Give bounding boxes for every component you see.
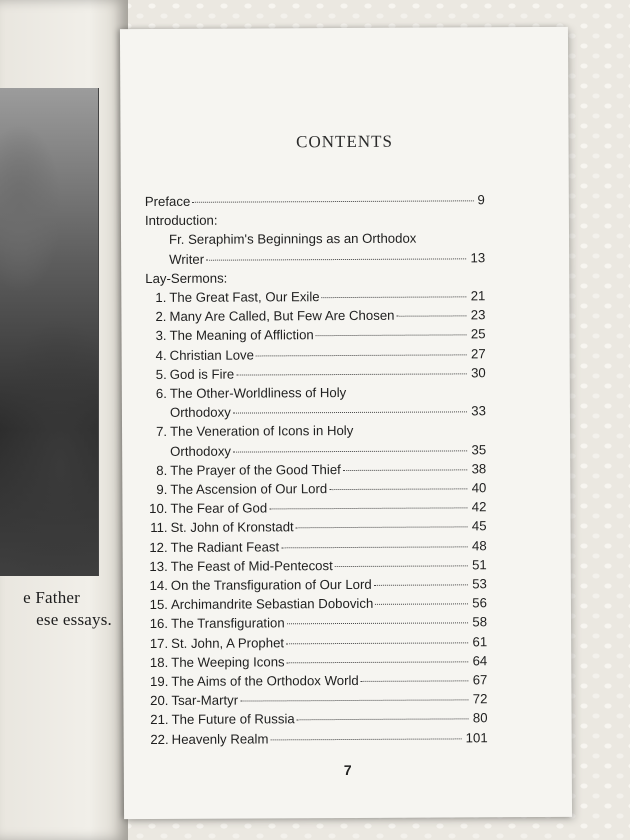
toc-entry-title: Lay-Sermons: bbox=[145, 270, 228, 286]
dot-leader bbox=[329, 487, 467, 490]
toc-entry-title: Introduction: bbox=[144, 212, 218, 229]
toc-entry-title: The Ascension of Our Lord bbox=[170, 481, 328, 497]
toc-entry bbox=[146, 421, 486, 442]
toc-entry-title: The Veneration of Icons in Holy bbox=[170, 423, 354, 440]
toc-entry-number: 22. bbox=[150, 731, 169, 747]
toc-entry-page: 40 bbox=[471, 480, 487, 496]
dot-leader bbox=[335, 564, 468, 567]
toc-entry-page: 9 bbox=[477, 192, 485, 208]
toc-entry-title: Christian Love bbox=[169, 347, 254, 363]
toc-entry bbox=[147, 632, 487, 653]
dot-leader bbox=[240, 699, 469, 702]
dot-leader bbox=[287, 622, 469, 625]
toc-entry-title: The Fear of God bbox=[170, 500, 268, 517]
toc-entry-number: 10. bbox=[149, 501, 168, 517]
toc-entry bbox=[145, 248, 485, 269]
portrait-photo bbox=[0, 88, 99, 576]
toc-entry-title: St. John, A Prophet bbox=[171, 634, 285, 651]
dot-leader bbox=[296, 526, 468, 529]
toc-entry-number: 17. bbox=[149, 635, 169, 651]
dot-leader bbox=[281, 545, 468, 548]
toc-entry-title: The Other-Worldliness of Holy bbox=[169, 385, 347, 401]
toc-entry-page: 27 bbox=[470, 345, 486, 361]
toc-entry bbox=[145, 229, 485, 250]
dot-leader bbox=[286, 641, 468, 644]
toc-entry bbox=[146, 440, 486, 461]
toc-entry-number: 15. bbox=[149, 597, 168, 613]
toc-entry-title: The Radiant Feast bbox=[170, 539, 280, 555]
toc-entry bbox=[146, 517, 486, 538]
contents-heading: CONTENTS bbox=[296, 131, 393, 152]
toc-entry-page: 42 bbox=[471, 499, 487, 515]
toc-entry-number: 6. bbox=[155, 385, 167, 402]
toc-entry-page: 53 bbox=[472, 576, 487, 592]
toc-entry-number: 19. bbox=[149, 674, 169, 690]
toc-entry bbox=[146, 459, 486, 480]
toc-entry bbox=[146, 363, 486, 384]
dot-leader bbox=[343, 468, 468, 471]
toc-entry-page: 38 bbox=[471, 461, 487, 477]
dot-leader bbox=[206, 257, 466, 260]
dot-leader bbox=[322, 295, 467, 298]
dot-leader bbox=[374, 583, 468, 585]
toc-entry-page: 45 bbox=[471, 518, 487, 534]
toc-entry-title: The Future of Russia bbox=[171, 711, 295, 728]
toc-entry bbox=[146, 382, 486, 403]
toc-entry-page: 51 bbox=[472, 557, 487, 573]
toc-entry bbox=[145, 209, 485, 230]
toc-entry-page: 67 bbox=[472, 672, 488, 688]
toc-entry-title: On the Transfiguration of Our Lord bbox=[170, 576, 372, 593]
dot-leader bbox=[192, 199, 473, 202]
toc-entry bbox=[145, 325, 485, 346]
toc-entry-title: Writer bbox=[169, 251, 205, 267]
dot-leader bbox=[233, 449, 467, 452]
dot-leader bbox=[316, 334, 467, 337]
toc-entry-title: Many Are Called, But Few Are Chosen bbox=[169, 307, 395, 325]
dot-leader bbox=[396, 315, 466, 317]
toc-entry-page: 33 bbox=[471, 403, 486, 419]
toc-entry-number: 20. bbox=[150, 693, 169, 709]
dot-leader bbox=[256, 353, 467, 356]
toc-entry-number: 1. bbox=[155, 289, 167, 306]
toc-entry bbox=[147, 594, 487, 615]
toc-entry-title: The Prayer of the Good Thief bbox=[170, 461, 341, 478]
toc-entry-title: The Feast of Mid-Pentecost bbox=[170, 557, 333, 574]
toc-entry-number: 13. bbox=[149, 558, 168, 574]
photo-caption-line-2: ese essays. bbox=[36, 610, 112, 629]
toc-entry-page: 56 bbox=[472, 595, 487, 611]
toc-entry bbox=[147, 536, 487, 557]
left-page bbox=[0, 0, 128, 840]
toc-entry-page: 21 bbox=[470, 288, 486, 304]
toc-entry-page: 72 bbox=[472, 691, 488, 707]
toc-entry-title: Preface bbox=[144, 193, 191, 210]
contents-page bbox=[120, 27, 572, 819]
toc-entry-page: 80 bbox=[472, 710, 488, 726]
toc-entry-title: The Great Fast, Our Exile bbox=[169, 289, 320, 305]
toc-entry-page: 48 bbox=[471, 537, 487, 553]
photo-caption-line-1: e Father bbox=[23, 588, 80, 607]
toc-entry-page: 23 bbox=[470, 307, 486, 323]
dot-leader bbox=[287, 660, 469, 663]
toc-entry-title: Fr. Seraphim's Beginnings as an Orthodox bbox=[168, 231, 417, 248]
toc-entry-page: 61 bbox=[472, 633, 488, 650]
toc-entry-page: 58 bbox=[472, 614, 488, 630]
toc-entry bbox=[146, 498, 486, 519]
table-of-contents bbox=[145, 190, 488, 749]
toc-entry-page: 25 bbox=[470, 326, 486, 342]
toc-entry-title: The Meaning of Affliction bbox=[169, 327, 314, 344]
toc-entry-number: 21. bbox=[150, 712, 169, 728]
toc-entry bbox=[146, 402, 486, 423]
toc-entry-title: The Weeping Icons bbox=[171, 654, 285, 670]
toc-entry-page: 13 bbox=[470, 249, 486, 265]
toc-entry bbox=[147, 574, 487, 595]
toc-entry-title: The Aims of the Orthodox World bbox=[171, 673, 359, 689]
toc-entry bbox=[147, 613, 487, 634]
toc-entry-number: 8. bbox=[156, 462, 168, 478]
toc-entry-number: 5. bbox=[155, 366, 167, 382]
toc-entry-number: 14. bbox=[149, 577, 168, 594]
toc-entry-number: 9. bbox=[156, 481, 168, 498]
toc-entry bbox=[147, 690, 487, 711]
toc-entry-title: Orthodoxy bbox=[170, 443, 232, 459]
toc-entry-number: 16. bbox=[149, 616, 169, 632]
dot-leader bbox=[236, 372, 467, 375]
toc-entry-title: The Transfiguration bbox=[171, 615, 285, 632]
toc-entry-title: Heavenly Realm bbox=[171, 731, 269, 747]
toc-entry-title: Orthodoxy bbox=[169, 404, 231, 421]
toc-entry bbox=[148, 709, 488, 730]
toc-entry-number: 12. bbox=[149, 539, 168, 555]
toc-entry bbox=[147, 670, 487, 691]
dot-leader bbox=[233, 411, 467, 414]
toc-entry-title: Archimandrite Sebastian Dobovich bbox=[170, 596, 374, 613]
toc-entry bbox=[145, 267, 485, 288]
dot-leader bbox=[361, 679, 469, 682]
toc-entry-number: 7. bbox=[156, 424, 168, 440]
toc-entry bbox=[147, 555, 487, 576]
dot-leader bbox=[269, 507, 468, 510]
toc-entry-page: 101 bbox=[465, 729, 488, 746]
page-number: 7 bbox=[343, 761, 352, 779]
toc-entry-page: 35 bbox=[471, 441, 487, 457]
toc-entry-title: Tsar-Martyr bbox=[171, 692, 239, 709]
toc-entry-number: 3. bbox=[155, 328, 167, 344]
toc-entry-number: 2. bbox=[155, 309, 167, 325]
toc-entry-title: St. John of Kronstadt bbox=[170, 519, 294, 536]
toc-entry bbox=[145, 305, 485, 326]
toc-entry-page: 64 bbox=[472, 653, 488, 669]
toc-entry bbox=[146, 478, 486, 499]
toc-entry bbox=[147, 651, 487, 672]
toc-entry-number: 4. bbox=[155, 347, 167, 363]
toc-entry-title: God is Fire bbox=[169, 366, 235, 382]
toc-entry-number: 11. bbox=[150, 520, 168, 536]
toc-entry-number: 18. bbox=[149, 654, 169, 670]
toc-entry bbox=[148, 728, 488, 749]
dot-leader bbox=[270, 737, 461, 740]
toc-entry-page: 30 bbox=[471, 365, 486, 381]
toc-entry bbox=[146, 344, 486, 365]
toc-entry bbox=[145, 286, 485, 307]
dot-leader bbox=[297, 718, 469, 721]
dot-leader bbox=[375, 603, 468, 605]
toc-entry bbox=[145, 190, 485, 211]
